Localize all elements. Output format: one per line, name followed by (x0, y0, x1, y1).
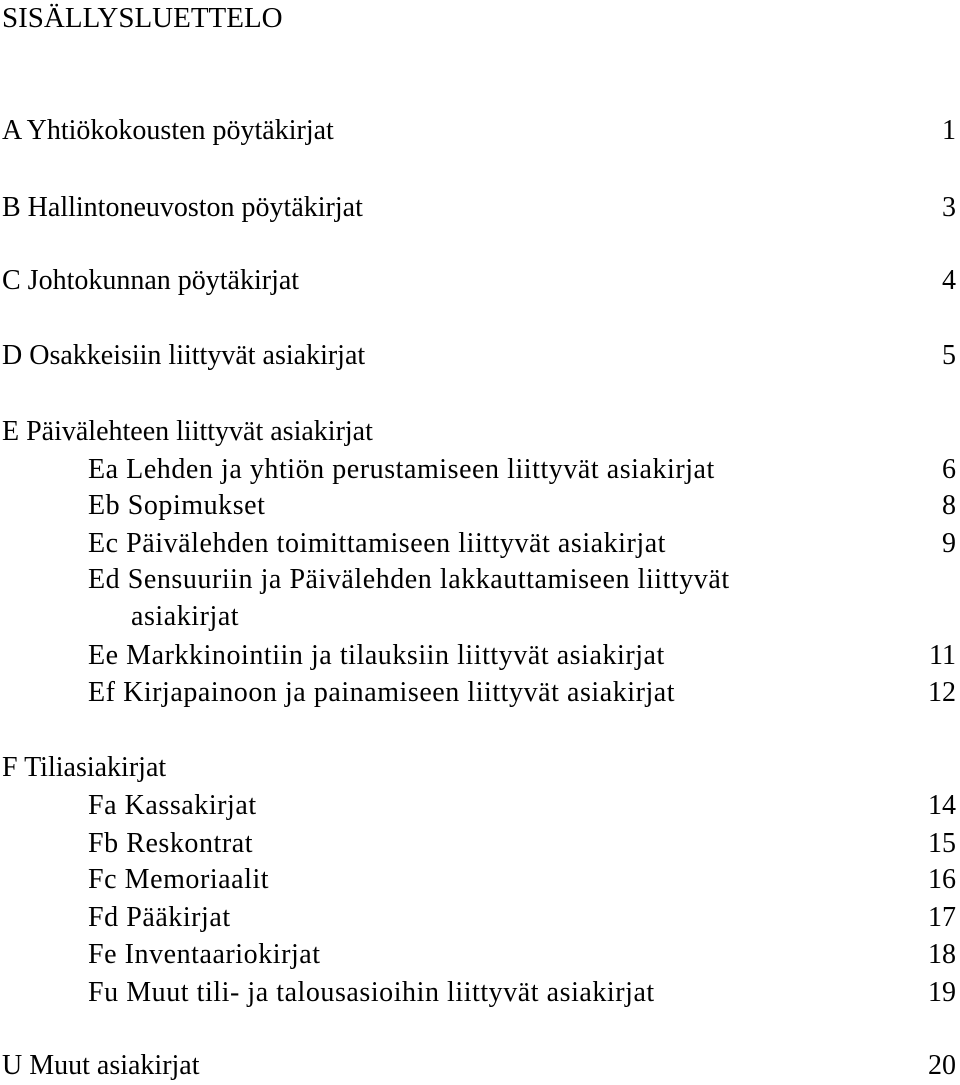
toc-subentry-label: Fd Pääkirjat (88, 902, 231, 933)
toc-entry-page: 17 (928, 902, 956, 933)
toc-entry-label: A Yhtiökokousten pöytäkirjat (2, 115, 334, 146)
toc-entry-page: 14 (928, 790, 956, 821)
toc-subentry-label: Fc Memoriaalit (88, 864, 270, 895)
toc-entry-page: 15 (928, 828, 956, 859)
toc-subentry-label: Eb Sopimukset (88, 490, 266, 521)
toc-subentry-label: Ed Sensuuriin ja Päivälehden lakkauttamiseen liittyvät (88, 564, 730, 595)
page-title: SISÄLLYSLUETTELO (2, 2, 283, 34)
toc-subentry-label: Ef Kirjapainoon ja painamiseen liittyvät asiakirjat (88, 677, 676, 708)
toc-entry-label: E Päivälehteen liittyvät asiakirjat (2, 416, 373, 447)
toc-subentry-label: Ea Lehden ja yhtiön perustamiseen liittyvät asiakirjat (88, 454, 715, 485)
toc-entry-label: C Johtokunnan pöytäkirjat (2, 265, 300, 296)
toc-entry-label: B Hallintoneuvoston pöytäkirjat (2, 192, 363, 223)
toc-entry-page: 6 (942, 454, 956, 485)
toc-entry-page: 9 (942, 528, 956, 559)
toc-entry-page: 12 (928, 677, 956, 708)
toc-subentry-label: Fu Muut tili- ja talousasioihin liittyvät asiakirjat (88, 977, 655, 1008)
toc-entry-page: 18 (928, 939, 956, 970)
toc-subentry-label: Fb Reskontrat (88, 828, 254, 859)
toc-subentry-label: Fe Inventaariokirjat (88, 939, 321, 970)
toc-subentry-label: Fa Kassakirjat (88, 790, 257, 821)
toc-entry-page: 16 (928, 864, 956, 895)
toc-entry-page: 3 (942, 192, 956, 223)
toc-entry-page: 8 (942, 490, 956, 521)
toc-entry-page: 1 (942, 115, 956, 146)
toc-subentry-label: Ee Markkinointiin ja tilauksiin liittyvät asiakirjat (88, 640, 665, 671)
toc-subentry-label: Ec Päivälehden toimittamiseen liittyvät asiakirjat (88, 528, 667, 559)
toc-subentry-continuation: asiakirjat (131, 601, 240, 632)
toc-entry-page: 20 (928, 1050, 956, 1081)
toc-entry-label: U Muut asiakirjat (2, 1050, 200, 1081)
toc-entry-page: 19 (928, 977, 956, 1008)
toc-entry-label: D Osakkeisiin liittyvät asiakirjat (2, 340, 366, 371)
toc-entry-page: 5 (942, 340, 956, 371)
toc-entry-label: F Tiliasiakirjat (2, 752, 167, 783)
toc-entry-page: 4 (942, 265, 956, 296)
toc-entry-page: 11 (929, 640, 956, 671)
